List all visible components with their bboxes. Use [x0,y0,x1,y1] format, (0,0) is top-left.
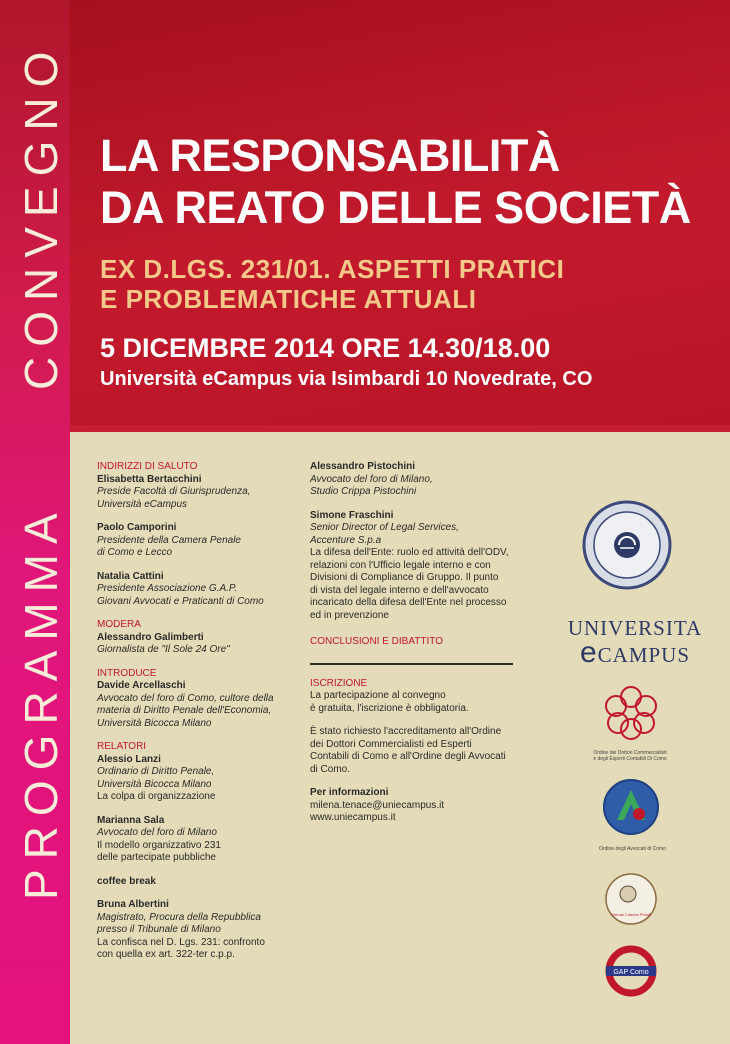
speaker-name: Alessio Lanzi [97,753,161,765]
gap-label: GAP Como [613,969,649,976]
gap-como-logo-icon [604,944,658,998]
speaker-name: Bruna Albertini [97,899,169,910]
speaker-role: Università Bicocca Milano [97,778,212,790]
info-text: È stato richiesto l'accreditamento all'Ordine [310,726,502,737]
section-conclusioni: CONCLUSIONI E DIBATTITO [310,636,443,647]
talk-topic: Il modello organizzativo 231 [97,839,221,851]
info-text: è gratuita, l'iscrizione è obbligatoria. [310,702,469,714]
subtitle-line-1: EX D.LGS. 231/01. ASPETTI PRATICI [100,254,565,284]
speaker-name: Marianna Sala [97,814,165,826]
talk-topic: La difesa dell'Ente: ruolo ed attività dell'ODV, [310,547,509,558]
info-text: La partecipazione al convegno [310,690,446,701]
brand-name-bottom [565,636,705,670]
speaker-role: Ordinario di Diritto Penale, [97,766,215,777]
event-date: 5 DICEMBRE 2014 ORE 14.30/18.00 [100,333,551,363]
info-text: Contabili di Como e all'Ordine degli Avvocati [310,751,506,762]
event-title [100,130,720,234]
oac-caption: Ordine degli Avvocati di Como [599,846,666,852]
contact-website[interactable]: www.uniecampus.it [310,812,396,823]
speaker-name: Davide Arcellaschi [97,680,186,691]
brand-name-top: UNIVERSITA [567,616,703,640]
talk-topic: ed in prevenzione [310,609,389,621]
section-relatori: RELATORI [97,741,147,752]
talk-topic: con quella ex art. 322-ter c.p.p. [97,949,235,960]
speaker-role: Avvocato del foro di Milano, [310,473,433,485]
brand-e: e [579,636,598,669]
odc-caption-2: e degli Esperti Contabili Di Como [593,756,667,762]
subtitle-line-2: E PROBLEMATICHE ATTUALI [100,284,477,314]
speaker-role: materia di Diritto Penale dell'Economia, [97,705,272,716]
event-subtitle [100,254,720,314]
speaker-role: Università Bicocca Milano [97,717,212,729]
speaker-name: Alessandro Galimberti [97,631,204,643]
divider [310,663,513,665]
program-column-2 [310,461,515,825]
speaker-role: Avvocato del foro di Milano [97,827,217,838]
speaker-role: Studio Crippa Pistochini [310,486,417,497]
program-column-1 [97,461,297,962]
section-modera: MODERA [97,619,141,630]
talk-topic: delle partecipate pubbliche [97,852,216,863]
speaker-name: Elisabetta Bertacchini [97,473,202,485]
info-text: di Como. [310,763,351,775]
speaker-role: Magistrato, Procura della Repubblica [97,911,261,923]
ecampus-seal-icon [582,500,672,590]
odc-logo-icon [604,686,658,740]
speaker-role: presso il Tribunale di Milano [97,924,221,935]
brand-campus: CAMPUS [597,643,691,667]
speaker-role: Università eCampus [97,498,188,510]
title-line-2: DA REATO DELLE SOCIETÀ [100,182,691,233]
speaker-name: Simone Fraschini [310,509,394,521]
section-introduce: INTRODUCE [97,667,157,679]
speaker-role: Avvocato del foro di Como, cultore della [97,692,274,704]
side-word-convegno: CONVEGNO [15,41,67,390]
oac-logo-icon [602,778,660,836]
side-word-programma: PROGRAMMA [15,503,67,900]
coffee-break: coffee break [97,875,156,887]
speaker-role: Giovani Avvocati e Praticanti di Como [97,595,264,607]
talk-topic: incaricato della difesa dell'Ente nel processo [310,597,507,608]
camera-penale-logo-icon [604,872,658,926]
title-line-1: LA RESPONSABILITÀ [100,130,560,181]
info-text: dei Dottori Commercialisti ed Esperti [310,738,472,750]
speaker-name: Paolo Camporini [97,522,177,533]
odc-caption [585,750,675,762]
talk-topic: di vista del legale interno e dell'avvocato [310,584,489,596]
info-label: Per informazioni [310,787,389,798]
section-iscrizione: ISCRIZIONE [310,677,368,689]
speaker-role: Giornalista de "Il Sole 24 Ore" [97,644,230,655]
contact-email[interactable]: milena.tenace@uniecampus.it [310,799,445,811]
talk-topic: Divisioni di Compliance di Gruppo. Il punto [310,572,499,583]
header-bottom-strip [0,425,730,432]
section-saluti: INDIRIZZI DI SALUTO [97,461,198,472]
speaker-role: Presidente della Camera Penale [97,534,241,546]
talk-topic: La confisca nel D. Lgs. 231: confronto [97,936,265,948]
speaker-name: Natalia Cattini [97,570,164,582]
event-place: Università eCampus via Isimbardi 10 Novedrate, CO [100,368,593,390]
speaker-role: di Como e Lecco [97,547,173,558]
speaker-name: Alessandro Pistochini [310,461,416,472]
speaker-role: Senior Director of Legal Services, [310,522,459,533]
speaker-role: Accenture S.p.a [310,534,382,546]
camera-penale-text: Unione Camere Penali [610,912,652,917]
odc-caption-1: Ordine dei Dottori Commercialisti [593,750,667,756]
talk-topic: relazioni con l'Ufficio legale interno e con [310,559,491,571]
speaker-role: Presidente Associazione G.A.P. [97,583,238,594]
speaker-role: Preside Facoltà di Giurisprudenza, [97,486,251,497]
talk-topic: La colpa di organizzazione [97,791,216,802]
